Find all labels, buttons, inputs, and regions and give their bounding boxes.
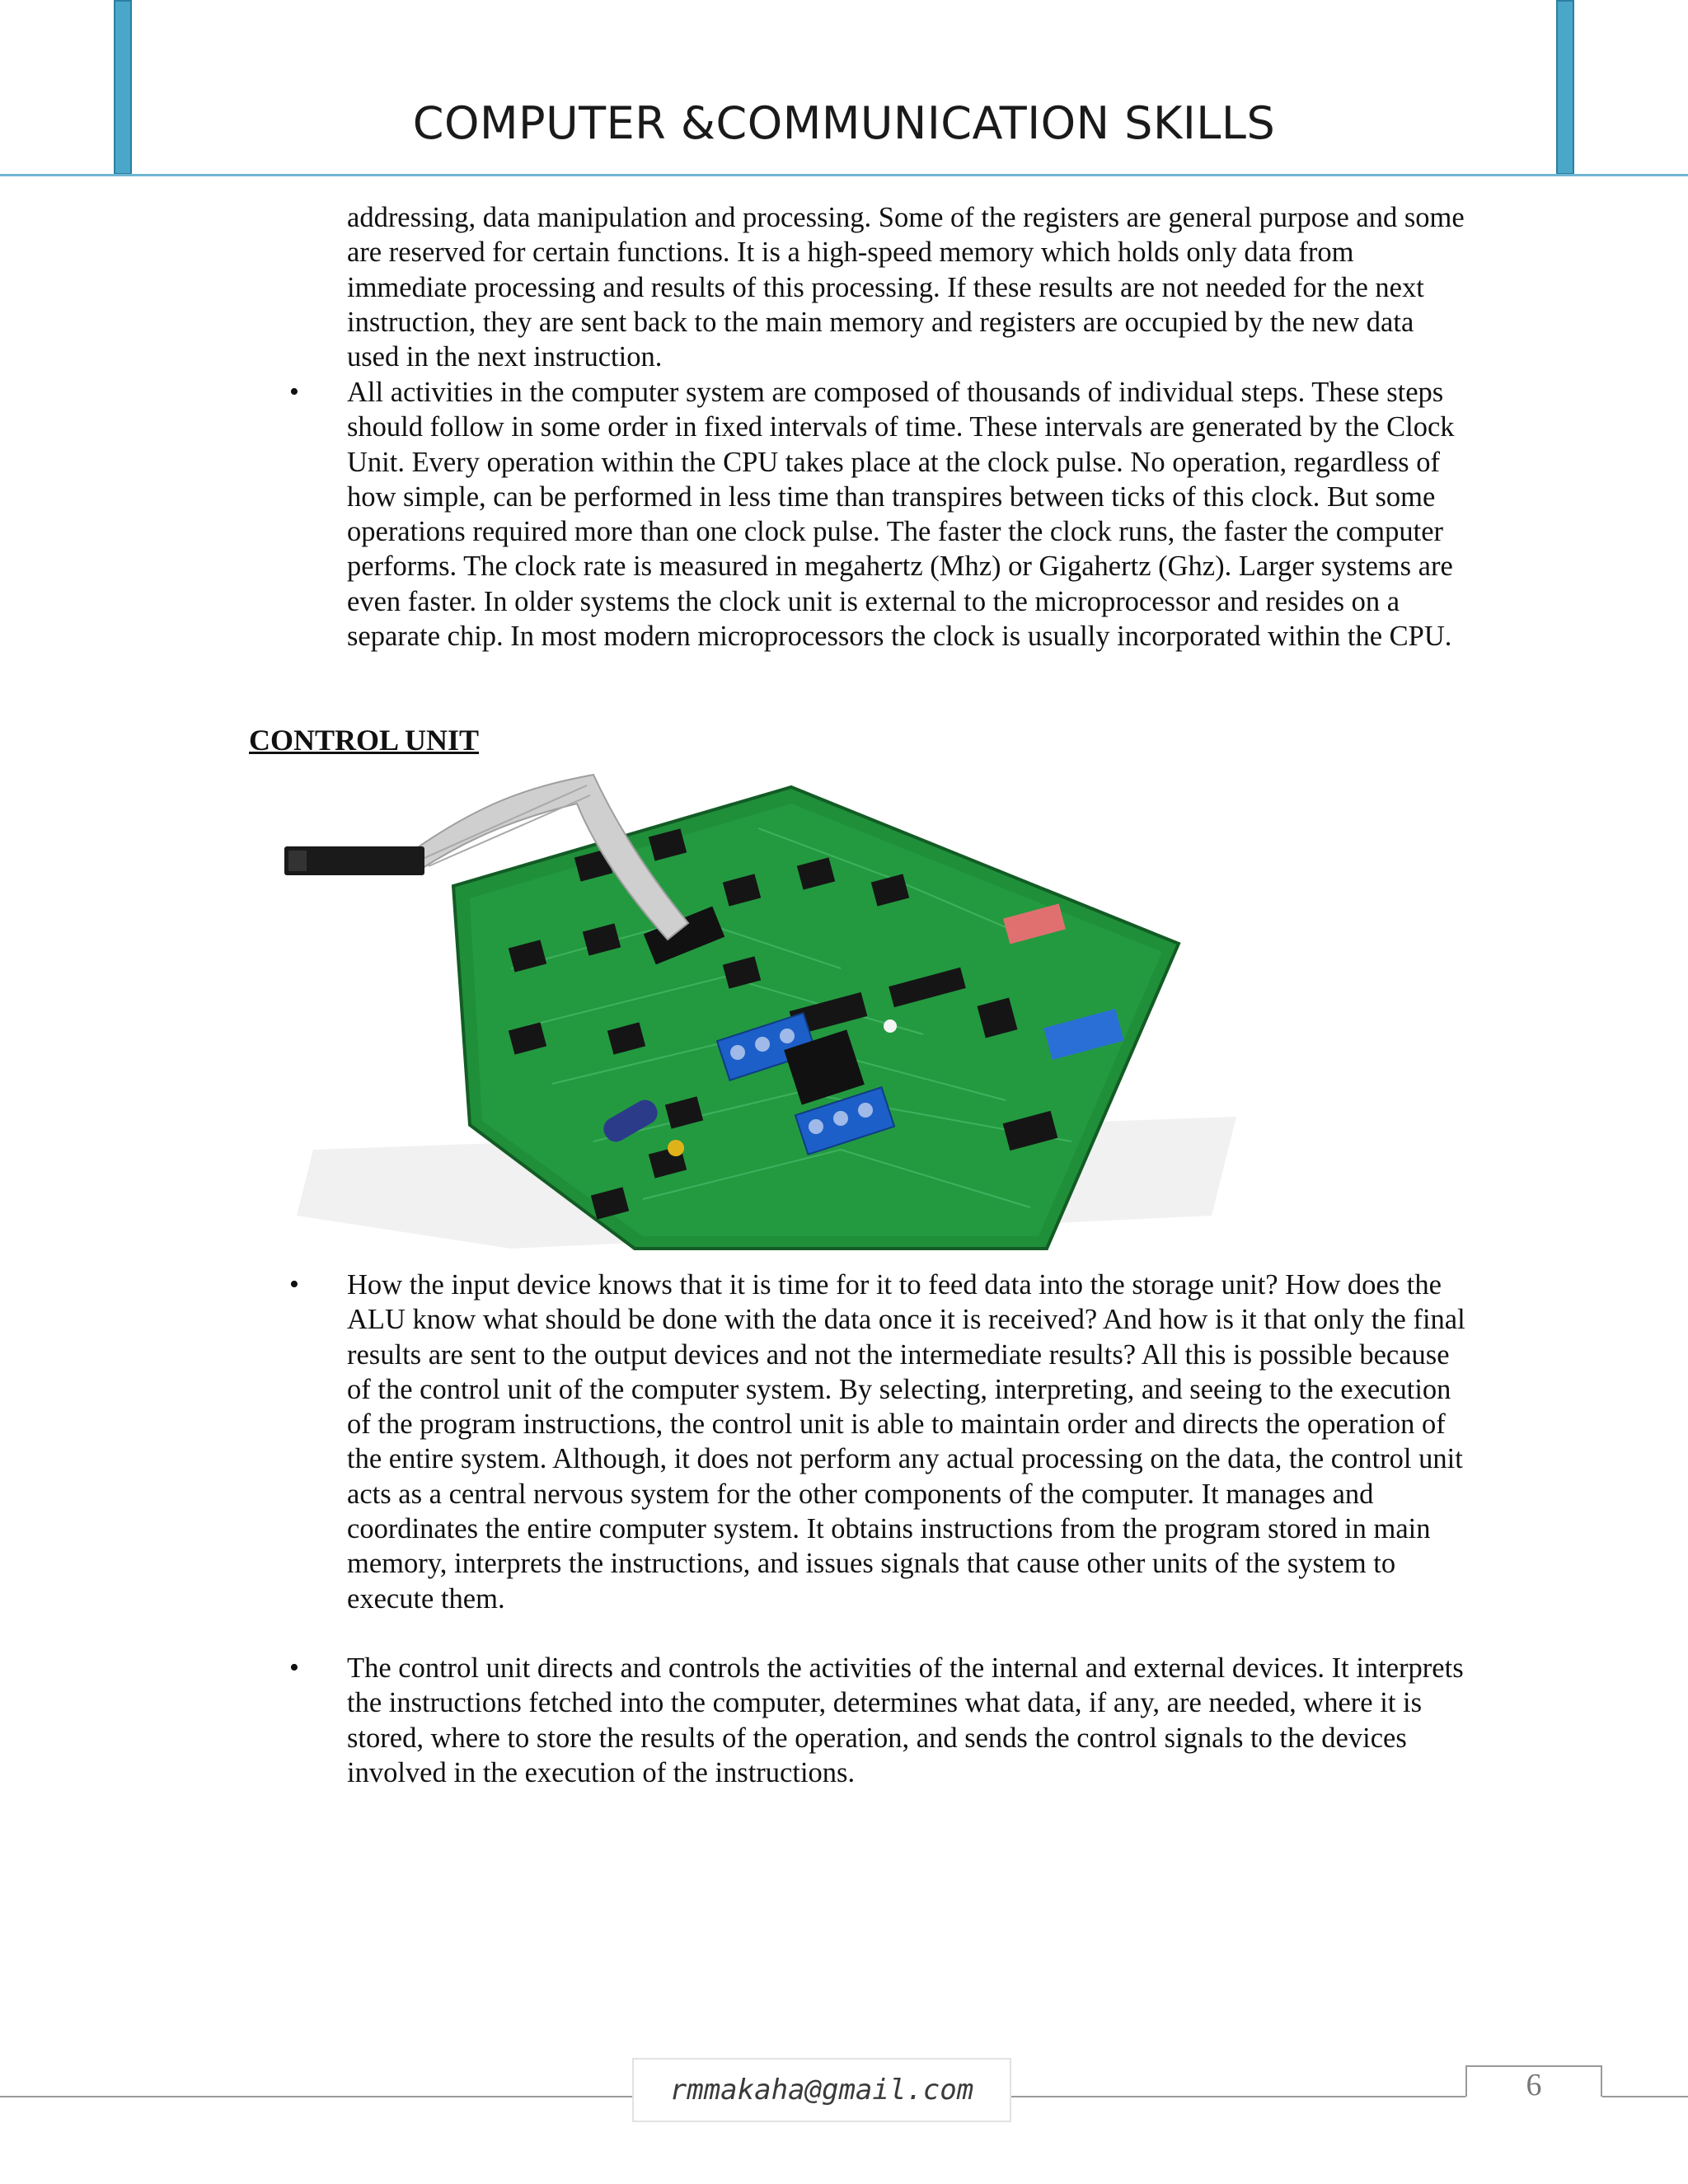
bullet-marker: • [289, 1652, 299, 1683]
footer-email: rmmakaha@gmail.com [632, 2058, 1011, 2122]
footer-rule-right [1602, 2096, 1688, 2097]
bullet-text: How the input device knows that it is time for it to feed data into the storage unit? How does the ALU know what should be done with the data once it is received? And how is it that only the final results are sent to the output devices and not the intermediate results? All this is possible because of the control unit of the computer system. By selecting, interpreting, and seeing to the execution of the program instructions, the control unit is able to maintain order and directs the operation of the entire system. Although, it does not perform any actual processing on the data, the control unit acts as a central nervous system for the other components of the computer. It manages and coordinates the entire computer system. It obtains instructions from the program stored in main memory, interprets the instructions, and issues signals that cause other units of the system to execute them. [347, 1269, 1465, 1615]
bullet-text: The control unit directs and controls the activities of the internal and external devices. It interprets the instructions fetched into the computer, determines what data, if any, are needed, where it is stored, where to store the results of the operation, and sends the control signals to the devices involved in the execution of the instructions. [347, 1652, 1464, 1788]
bullet-text: All activities in the computer system are composed of thousands of individual steps. These steps should follow in some order in fixed intervals of time. These intervals are generated by the Clock Unit. Every operation within the CPU takes place at the clock pulse. No operation, regardless of how simple, can be performed in less time than transpires between ticks of this clock. But some operations required more than one clock pulse. The faster the clock runs, the faster the computer performs. The clock rate is measured in megahertz (Mhz) or Gigahertz (Ghz). Larger systems are even faster. In older systems the clock unit is external to the microprocessor and resides on a separate chip. In most modern microprocessors the clock is usually incorporated within the CPU. [347, 377, 1455, 653]
footer-rule-middle [1011, 2096, 1465, 2097]
page-number: 6 [1526, 2068, 1542, 2102]
list-item-clock-unit [289, 375, 1468, 654]
page-header-title: COMPUTER &COMMUNICATION SKILLS [412, 97, 1276, 149]
bullet-marker: • [289, 1269, 299, 1300]
header-divider [0, 174, 1688, 176]
list-item-control-unit-directs [289, 1651, 1468, 1790]
section-heading-control-unit: CONTROL UNIT [249, 724, 480, 757]
circuit-board-image [264, 754, 1236, 1261]
list-item-control-unit-role [289, 1268, 1468, 1616]
bullet-marker: • [289, 377, 299, 407]
footer-rule-left [0, 2096, 632, 2097]
intro-paragraph: addressing, data manipulation and processing. Some of the registers are general purpose and some are reserved for certain functions. It is a high-speed memory which holds only data from immediate processing and results of this processing. If these results are not needed for the next instruction, they are sent back to the main memory and registers are occupied by the new data used in the next instruction. [347, 202, 1465, 373]
